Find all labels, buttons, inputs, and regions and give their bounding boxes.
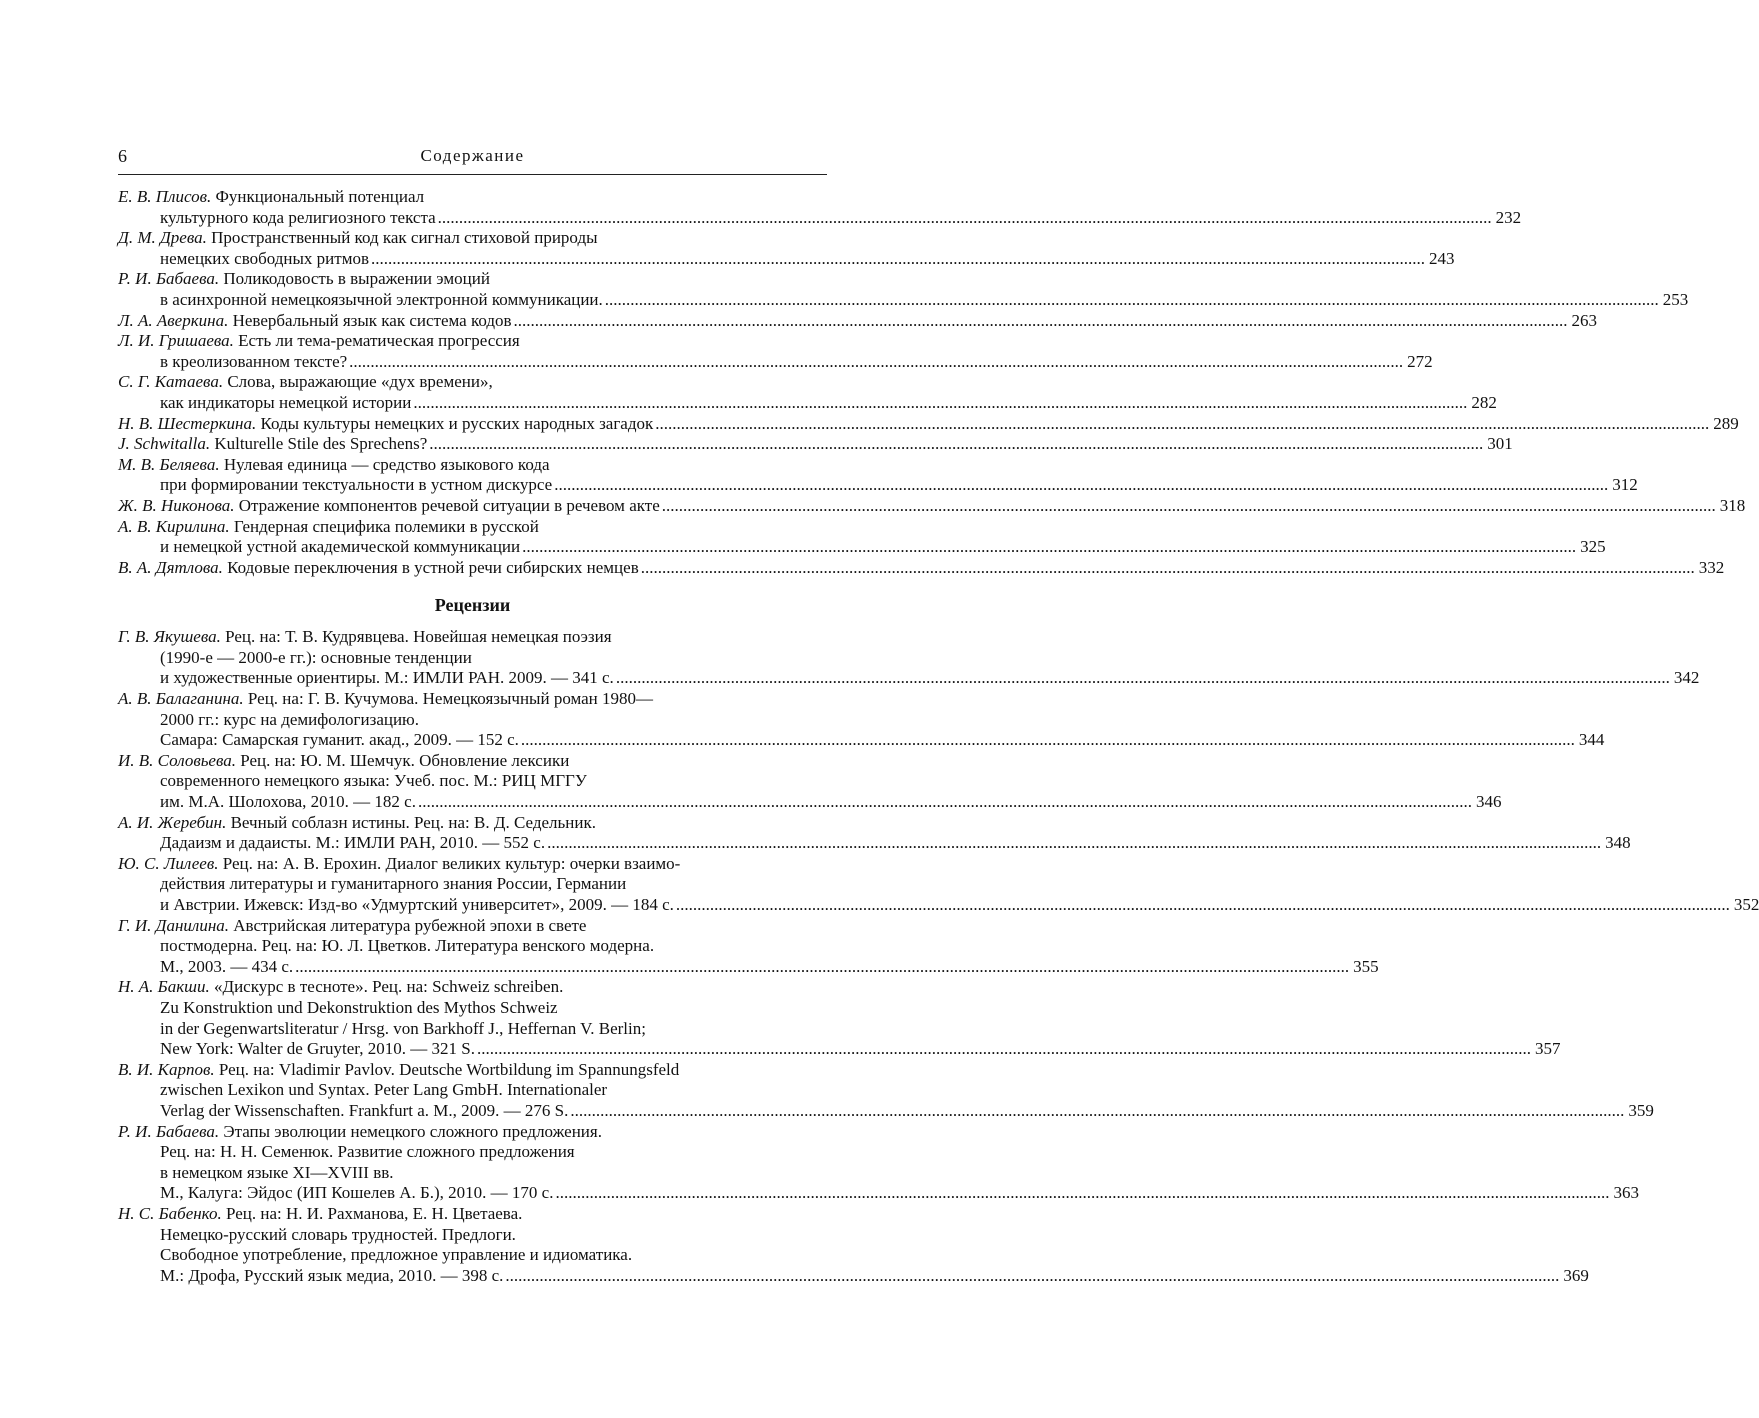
entry-title-line: и немецкой устной академической коммуникации — [160, 537, 521, 557]
entry-page-number: 369 — [1563, 1265, 1589, 1285]
toc-entry-line — [118, 916, 827, 937]
toc-entry — [118, 228, 1455, 269]
entry-title-line: Verlag der Wissenschaften. Frankfurt a. M., 2009. — 276 S. — [160, 1100, 569, 1120]
entry-title-line: Рец. на: Vladimir Pavlov. Deutsche Wortbildung im Spannungsfeld — [218, 1059, 680, 1079]
toc-entry-line — [118, 1204, 827, 1225]
toc-entry — [118, 495, 1746, 517]
toc-section-articles — [118, 187, 1746, 578]
toc-entry-line — [118, 977, 827, 998]
entry-author: Н. В. Шестеркина. — [118, 413, 257, 433]
entry-page-number: 363 — [1613, 1183, 1639, 1203]
entry-title-line: (1990-е — 2000-е гг.): основные тенденции — [160, 647, 472, 667]
entry-page-number: 232 — [1495, 207, 1522, 227]
leader-dots — [418, 792, 1472, 813]
toc-entry-line — [118, 689, 827, 710]
leader-dots — [477, 1039, 1531, 1060]
toc-entry-line — [118, 627, 827, 648]
entry-text — [118, 854, 680, 875]
section-title-reviews: Рецензии — [434, 595, 511, 616]
toc-entry — [118, 1203, 1589, 1286]
entry-text — [160, 393, 411, 414]
entry-author: Д. М. Древа. — [118, 228, 207, 248]
entry-author: J. Schwitalla. — [118, 434, 211, 454]
leader-dots — [522, 537, 1576, 558]
entry-text — [160, 537, 520, 558]
leader-dots — [438, 208, 1492, 229]
entry-title-line: как индикаторы немецкой истории — [160, 392, 412, 412]
toc-entry — [118, 187, 1522, 228]
entry-page-number: 263 — [1571, 310, 1598, 330]
entry-text — [118, 311, 512, 332]
entry-text — [118, 434, 427, 455]
toc-entry-line — [118, 331, 827, 352]
entry-page-number: 312 — [1612, 475, 1638, 495]
leader-dots — [605, 290, 1659, 311]
entry-text — [160, 792, 416, 813]
entry-page-number: 253 — [1662, 289, 1689, 309]
toc-entry — [118, 689, 1605, 751]
entry-title-line: в немецком языке XI—XVIII вв. — [160, 1162, 394, 1182]
entry-page-number: 272 — [1407, 351, 1433, 371]
entry-title-line: им. М.А. Шолохова, 2010. — 182 с. — [160, 792, 416, 812]
entry-title-line: постмодерна. Рец. на: Ю. Л. Цветков. Литература венского модерна. — [160, 936, 655, 956]
toc-entry-line — [118, 1019, 827, 1040]
entry-page-number: 352 — [1733, 895, 1759, 914]
entry-title-line: М., Калуга: Эйдос (ИП Кошелев А. Б.), 2010. — 170 с. — [160, 1183, 554, 1203]
toc-entry-line — [118, 1225, 827, 1246]
entry-title-line: zwischen Lexikon und Syntax. Peter Lang GmbH. Internationaler — [160, 1080, 608, 1100]
entry-title-line: Невербальный язык как система кодов — [232, 310, 512, 330]
entry-text — [160, 249, 369, 270]
entry-text — [118, 1122, 602, 1143]
entry-title-line: Рец. на: Н. И. Рахманова, Е. Н. Цветаева. — [225, 1203, 523, 1223]
leader-dots — [676, 895, 1730, 916]
entry-title-line: Нулевая единица — средство языкового кода — [223, 454, 550, 474]
entry-title-line: Функциональный потенциал — [215, 187, 425, 206]
entry-text — [118, 689, 653, 710]
entry-title-line: М., 2003. — 434 с. — [160, 956, 294, 976]
running-title: Содержание — [420, 146, 525, 165]
entry-text — [160, 895, 674, 916]
entry-text — [160, 475, 552, 496]
leader-dots — [554, 475, 1608, 496]
entry-author: Р. И. Бабаева. — [118, 269, 220, 289]
entry-author: Н. А. Бакши. — [118, 977, 210, 997]
entry-text — [118, 1060, 679, 1081]
entry-page-number: 243 — [1429, 248, 1455, 268]
entry-title-line: Самара: Самарская гуманит. акад., 2009. — 152 с. — [160, 730, 519, 750]
toc-entry — [118, 1059, 1654, 1122]
toc-entry-line — [118, 1183, 1639, 1204]
entry-title-line: Дадаизм и дадаисты. М.: ИМЛИ РАН, 2010. — 552 с. — [160, 833, 546, 853]
toc-entry — [118, 812, 1631, 854]
entry-page-number: 344 — [1578, 730, 1605, 750]
entry-title-line: Рец. на: Н. Н. Семенюк. Развитие сложного предложения — [160, 1142, 575, 1162]
entry-author: М. В. Беляева. — [118, 454, 220, 474]
entry-author: Г. В. Якушева. — [118, 627, 221, 647]
entry-author: Ж. В. Никонова. — [118, 495, 235, 515]
leader-dots — [616, 668, 1670, 689]
entry-text — [118, 558, 639, 579]
leader-dots — [413, 393, 1467, 414]
entry-page-number: 357 — [1534, 1039, 1561, 1059]
toc-entry-line — [118, 269, 827, 290]
toc-entry-line — [118, 187, 827, 208]
entry-text — [160, 668, 614, 689]
toc-entry — [118, 516, 1606, 558]
entry-text — [118, 517, 539, 538]
toc-entry-line — [118, 895, 1759, 916]
entry-title-line: при формировании текстуальности в устном дискурсе — [160, 475, 553, 495]
entry-page-number: 325 — [1580, 537, 1606, 557]
leader-dots — [349, 352, 1403, 373]
toc-entry-line — [118, 998, 827, 1019]
entry-title-line: Кодовые переключения в устной речи сибирских немцев — [227, 557, 639, 577]
toc-entry-line — [118, 392, 1497, 414]
toc-entry-line — [118, 956, 1379, 978]
entry-author: Л. А. Аверкина. — [118, 310, 229, 330]
entry-text — [118, 269, 490, 290]
entry-title-line: Kulturelle Stile des Sprechens? — [214, 434, 428, 454]
leader-dots — [547, 833, 1601, 854]
entry-title-line: Свободное употребление, предложное управление и идиоматика. — [160, 1245, 633, 1265]
entry-text — [118, 627, 612, 648]
entry-text — [160, 957, 293, 978]
toc-entry-line — [118, 792, 1502, 813]
entry-title-line: Слова, выражающие «дух времени», — [227, 372, 493, 392]
toc-entry-line — [118, 648, 827, 669]
entry-author: В. И. Карпов. — [118, 1059, 215, 1079]
leader-dots — [655, 414, 1709, 435]
entry-title-line: Рец. на: А. В. Ерохин. Диалог великих культур: очерки взаимо- — [222, 853, 681, 873]
toc-entry — [118, 331, 1433, 372]
toc-entry — [118, 853, 1759, 916]
entry-text — [160, 648, 472, 669]
toc-entry — [118, 269, 1689, 310]
toc-entry-line — [118, 310, 1598, 332]
toc-entry-line — [118, 1080, 827, 1101]
entry-title-line: in der Gegenwartsliteratur / Hrsg. von Barkhoff J., Heffernan V. Berlin; — [160, 1018, 646, 1038]
toc-entry — [118, 557, 1725, 579]
toc-entry-line — [118, 372, 827, 393]
entry-author: Г. И. Данилина. — [118, 915, 230, 935]
entry-page-number: 342 — [1673, 668, 1700, 688]
toc-entry — [118, 1121, 1639, 1204]
toc-entry-line — [118, 434, 1513, 455]
entry-title-line: немецких свободных ритмов — [160, 248, 369, 268]
entry-text — [160, 208, 436, 229]
entry-author: Р. И. Бабаева. — [118, 1121, 220, 1141]
entry-page-number: 318 — [1719, 495, 1746, 515]
entry-author: Л. И. Гришаева. — [118, 331, 234, 351]
toc-entry — [118, 915, 1379, 978]
entry-title-line: и Австрии. Ижевск: Изд-во «Удмуртский университет», 2009. — 184 с. — [160, 895, 674, 914]
entry-text — [118, 916, 586, 937]
toc-section-reviews — [118, 627, 1759, 1286]
entry-title-line: Zu Konstruktion und Dekonstruktion des Mythos Schweiz — [160, 997, 558, 1017]
entry-author: А. И. Жеребин. — [118, 812, 227, 832]
entry-text — [160, 1245, 632, 1266]
entry-title-line: «Дискурс в тесноте». Рец. на: Schweiz schreiben. — [213, 977, 564, 997]
entry-author: С. Г. Катаева. — [118, 372, 224, 392]
entry-text — [160, 936, 654, 957]
entry-title-line: Рец. на: Т. В. Кудрявцева. Новейшая немецкая поэзия — [225, 627, 612, 647]
toc-entry-line — [118, 248, 1455, 270]
entry-text — [160, 1163, 394, 1184]
entry-text — [160, 1101, 568, 1122]
entry-page-number: 301 — [1487, 434, 1513, 454]
toc-entry-line — [118, 455, 827, 476]
entry-text — [118, 751, 569, 772]
toc-entry — [118, 750, 1502, 813]
toc-entry-line — [118, 207, 1522, 229]
entry-title-line: Немецко-русский словарь трудностей. Предлоги. — [160, 1224, 516, 1244]
leader-dots — [514, 311, 1568, 332]
entry-text — [160, 730, 519, 751]
entry-text — [160, 1039, 475, 1060]
toc-entry-line — [118, 813, 827, 834]
entry-text — [160, 998, 558, 1019]
entry-text — [160, 352, 347, 373]
toc-entry-line — [118, 1100, 1654, 1122]
entry-title-line: действия литературы и гуманитарного знания России, Германии — [160, 874, 627, 894]
entry-title-line: Вечный соблазн истины. Рец. на: В. Д. Седельник. — [230, 812, 596, 832]
leader-dots — [371, 249, 1425, 270]
entry-text — [118, 372, 493, 393]
entry-text — [160, 833, 545, 854]
toc-entry — [118, 627, 1700, 689]
toc-entry-line — [118, 1163, 827, 1184]
toc-entry-line — [118, 1039, 1561, 1060]
leader-dots — [570, 1101, 1624, 1122]
entry-page-number: 359 — [1628, 1100, 1654, 1120]
entry-author: Е. В. Плисов. — [118, 187, 212, 206]
page — [118, 142, 1759, 1286]
running-header — [118, 142, 827, 175]
entry-text — [118, 414, 653, 435]
leader-dots — [641, 558, 1695, 579]
leader-dots — [555, 1183, 1609, 1204]
entry-title-line: и художественные ориентиры. М.: ИМЛИ РАН. 2009. — 341 с. — [160, 668, 614, 688]
page-number: 6 — [118, 146, 127, 166]
toc-entry-line — [118, 668, 1700, 689]
entry-author: Н. С. Бабенко. — [118, 1203, 222, 1223]
entry-text — [160, 290, 603, 311]
toc-entry-line — [118, 854, 827, 875]
entry-title-line: Рец. на: Г. В. Кучумова. Немецкоязычный роман 1980— — [247, 689, 654, 709]
entry-page-number: 348 — [1605, 833, 1631, 853]
entry-title-line: Отражение компонентов речевой ситуации в речевом акте — [238, 495, 660, 515]
toc-entry-line — [118, 874, 827, 895]
leader-dots — [429, 434, 1483, 455]
toc-entry-line — [118, 1122, 827, 1143]
entry-text — [160, 1080, 607, 1101]
entry-page-number: 289 — [1713, 413, 1739, 433]
leader-dots — [505, 1266, 1559, 1287]
leader-dots — [295, 957, 1349, 978]
entry-text — [118, 813, 596, 834]
entry-text — [118, 977, 563, 998]
toc-entry-line — [118, 475, 1638, 496]
entry-page-number: 282 — [1471, 392, 1497, 412]
entry-author: А. В. Кирилина. — [118, 516, 230, 536]
toc-entry-line — [118, 495, 1746, 517]
entry-title-line: Рец. на: Ю. М. Шемчук. Обновление лексики — [240, 750, 570, 770]
entry-text — [118, 496, 660, 517]
entry-text — [160, 771, 587, 792]
entry-page-number: 355 — [1353, 956, 1379, 976]
toc-entry-line — [118, 1142, 827, 1163]
leader-dots — [521, 730, 1575, 751]
leader-dots — [662, 496, 1716, 517]
entry-title-line: 2000 гг.: курс на демифологизацию. — [160, 709, 420, 729]
entry-text — [160, 1183, 553, 1204]
toc-entry — [118, 454, 1638, 496]
entry-text — [118, 1204, 522, 1225]
toc-entry-line — [118, 517, 827, 538]
toc-entry-line — [118, 771, 827, 792]
entry-text — [160, 874, 626, 895]
entry-title-line: New York: Walter de Gruyter, 2010. — 321 S. — [160, 1039, 475, 1059]
toc-entry-line — [118, 1265, 1589, 1287]
toc-entry — [118, 310, 1598, 332]
entry-text — [118, 455, 550, 476]
entry-text — [118, 187, 424, 208]
toc-entry-line — [118, 1245, 827, 1266]
entry-page-number: 332 — [1698, 557, 1725, 577]
entry-title-line: Пространственный код как сигнал стиховой природы — [211, 228, 598, 248]
toc-entry — [118, 977, 1561, 1059]
entry-title-line: Коды культуры немецких и русских народных загадок — [260, 413, 654, 433]
entry-text — [160, 1019, 646, 1040]
entry-title-line: Гендерная специфика полемики в русской — [233, 516, 539, 536]
entry-author: В. А. Дятлова. — [118, 557, 223, 577]
entry-title-line: М.: Дрофа, Русский язык медиа, 2010. — 398 с. — [160, 1265, 504, 1285]
entry-author: И. В. Соловьева. — [118, 750, 236, 770]
toc-entry — [118, 434, 1513, 455]
entry-text — [160, 1225, 516, 1246]
toc-entry-line — [118, 351, 1433, 373]
entry-author: Ю. С. Лилеев. — [118, 853, 219, 873]
entry-title-line: Этапы эволюции немецкого сложного предложения. — [223, 1121, 602, 1141]
toc-entry-line — [118, 833, 1631, 854]
toc-entry — [118, 413, 1739, 435]
toc-entry-line — [118, 936, 827, 957]
toc-entry-line — [118, 413, 1739, 435]
toc-entry-line — [118, 730, 1605, 751]
entry-title-line: Поликодовость в выражении эмоций — [223, 269, 490, 289]
entry-page-number: 346 — [1475, 792, 1502, 812]
toc-entry-line — [118, 710, 827, 731]
toc-entry-line — [118, 1060, 827, 1081]
entry-text — [118, 228, 598, 249]
toc-entry-line — [118, 228, 827, 249]
toc-entry — [118, 372, 1497, 413]
entry-title-line: Есть ли тема-рематическая прогрессия — [238, 331, 520, 351]
entry-text — [160, 710, 419, 731]
toc-entry-line — [118, 537, 1606, 558]
entry-title-line: современного немецкого языка: Учеб. пос. М.: РИЦ МГГУ — [160, 771, 587, 791]
entry-title-line: культурного кода религиозного текста — [160, 207, 436, 227]
entry-author: А. В. Балаганина. — [118, 689, 244, 709]
toc-entry-line — [118, 289, 1689, 311]
entry-text — [160, 1266, 503, 1287]
entry-title-line: Австрийская литература рубежной эпохи в свете — [233, 915, 587, 935]
toc-entry-line — [118, 751, 827, 772]
entry-text — [160, 1142, 575, 1163]
entry-title-line: в креолизованном тексте? — [160, 351, 348, 371]
entry-title-line: в асинхронной немецкоязычной электронной коммуникации. — [160, 289, 603, 309]
entry-text — [118, 331, 520, 352]
toc-entry-line — [118, 557, 1725, 579]
